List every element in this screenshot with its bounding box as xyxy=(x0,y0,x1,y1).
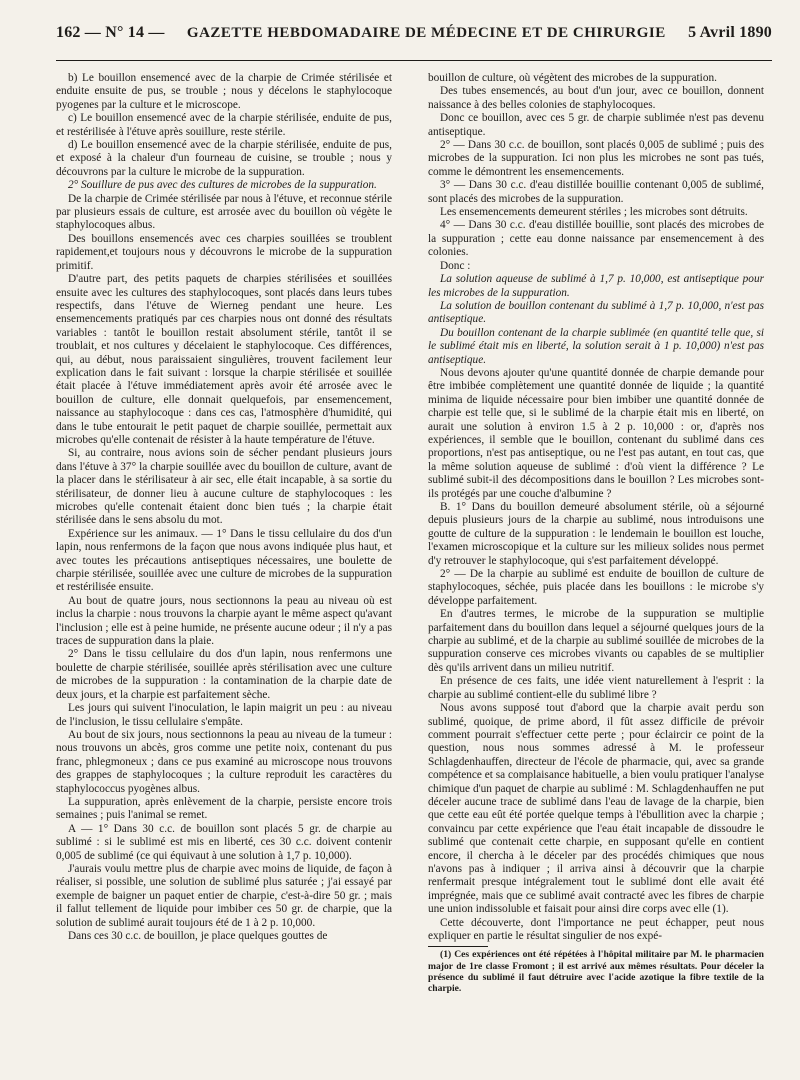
paragraph: Au bout de quatre jours, nous sectionnons la peau au niveau où est inclus la charpie : nous trouvons la charpie ayant le même aspect qu'avant l'inclusion ; elle est à peine humide, ne présente aucune odeur ; il n'y a pas traces de suppuration dans la plaie. xyxy=(56,594,392,648)
issue-date: 5 Avril 1890 xyxy=(688,24,772,41)
paragraph: d) Le bouillon ensemencé avec de la charpie stérilisée, enduite de pus, et exposé à la chaleur d'un fourneau de cuisine, se trouble ; nous y découvrons par la culture le microbe de la suppuration. xyxy=(56,139,392,178)
left-column xyxy=(56,72,392,943)
paragraph: D'autre part, des petits paquets de charpies stérilisées et souillées ensuite avec les cultures des staphylocoques, sont placés dans leurs tubes respectifs, dans l'étuve de Wierneg pendant une heure. Les ensemencements pratiqués par ces charpies nous ont donné des résultats variables : tantôt le bouillon restait absolument stérile, tantôt il se troublait, et nos cultures y décelaient le staphylocoque. Ces différences, qui, au début, nous paraissaient singulières, trouvent facilement leur explication dans le fait suivant : lorsque la charpie stérilisée et souillée était placée à l'étuve immédiatement après avoir été arrosée avec le bouillon de culture, elle donnait quelquefois, par ensemencement, naissance au staphylocoque : dans ces cas, l'atmosphère d'humidité, qui dans le tube entourait le petit paquet de charpie souillée, permettait aux microbes qu'elle contenait de résister à la haute température de l'étuve. xyxy=(56,273,392,446)
paragraph: c) Le bouillon ensemencé avec de la charpie stérilisée, enduite de pus, et restérilisée à l'étuve après souillure, reste stérile. xyxy=(56,112,392,138)
right-column xyxy=(428,72,764,994)
paragraph: Dans ces 30 c.c. de bouillon, je place quelques gouttes de xyxy=(68,930,328,942)
paragraph: 2° Dans le tissu cellulaire du dos d'un lapin, nous renfermons une boulette de charpie stérilisée, souillée après stérilisation avec une culture de microbes de la suppuration : la contamination de la charpie date de deux jours, et la charpie est parfaitement sèche. xyxy=(56,648,392,701)
paragraph: La suppuration, après enlèvement de la charpie, persiste encore trois semaines ; puis l'animal se remet. xyxy=(56,795,392,822)
paragraph: Au bout de six jours, nous sectionnons la peau au niveau de la tumeur : nous trouvons un abcès, gros comme une petite noix, contenant du pus franc, phlegmoneux ; dans ce pus examiné au microscope nous trouvons des grappes de staphylocoques ; la culture reproduit les caractères du staphylococcus pyogènes albus. xyxy=(56,728,392,795)
paragraph: 3° — Dans 30 c.c. d'eau distillée bouillie contenant 0,005 de sublimé, sont placés des microbes de la suppuration. xyxy=(428,179,764,205)
paragraph: 2° — Dans 30 c.c. de bouillon, sont placés 0,005 de sublimé ; puis des microbes de la suppuration. Ici non plus les microbes ne sont pas tués, comme le démontrent les ensemencements. xyxy=(428,139,764,178)
section-heading: 2° Souillure de pus avec des cultures de microbes de la suppuration. xyxy=(68,179,377,192)
conclusion-item: La solution de bouillon contenant du sublimé à 1,7 p. 10,000, n'est pas antiseptique. xyxy=(428,299,764,326)
paragraph: Cette découverte, dont l'importance ne peut échapper, peut nous expliquer en partie le résultat singulier de nos expé- xyxy=(428,916,764,942)
paragraph: En d'autres termes, le microbe de la suppuration se multiplie parfaitement dans du bouillon dans lequel a séjourné quelques jours de la charpie au sublimé, et de la charpie au sublimé souillée de microbes de la suppuration conserve ces microbes vivants ou capables de se multiplier dès qu'ils arrivent dans un milieu nutritif. xyxy=(428,608,764,674)
paragraph: Des tubes ensemencés, au bout d'un jour, avec ce bouillon, donnent naissance à des belles colonies de staphylocoques. xyxy=(428,85,764,111)
paragraph: 2° — De la charpie au sublimé est enduite de bouillon de culture de staphylocoques, séchée, puis placée dans les bouillons : le microbe s'y développe parfaitement. xyxy=(428,568,764,607)
paragraph: Expérience sur les animaux. — 1° Dans le tissu cellulaire du dos d'un lapin, nous renfermons de la façon que nous avons indiquée plus haut, et avec toutes les précautions antiseptiques nécessaires, une boulette de charpie stérilisée, souillée avec une culture de microbes de la suppuration et restérilisée ensuite. xyxy=(56,527,392,594)
footnote: (1) Ces expériences ont été répétées à l'hôpital militaire par M. le pharmacien major de 1re classe Fromont ; il est arrivé aux mêmes résultats. Pour déceler la présence du sublimé il faut détruire avec l'acide azotique la fibre textile de la charpie. xyxy=(428,949,764,995)
journal-title: GAZETTE HEBDOMADAIRE DE MÉDECINE ET DE CHIRURGIE xyxy=(186,25,666,41)
paragraph: Les ensemencements demeurent stériles ; les microbes sont détruits. xyxy=(440,206,748,219)
paragraph: A — 1° Dans 30 c.c. de bouillon sont placés 5 gr. de charpie au sublimé : si le sublimé est mis en liberté, ces 30 c.c. doivent contenir 0,005 de sublimé (ce qui équivaut à une solution à 1,7 p. 10,000). xyxy=(56,822,392,862)
conclusion-item: Du bouillon contenant de la charpie sublimée (en quantité telle que, si le sublimé était mis en liberté, la solution serait à 1 p. 10,000) n'est pas antiseptique. xyxy=(428,326,764,366)
header-rule xyxy=(56,60,772,61)
paragraph: Donc ce bouillon, avec ces 5 gr. de charpie sublimée n'est pas devenu antiseptique. xyxy=(428,112,764,138)
paragraph: En présence de ces faits, une idée vient naturellement à l'esprit : la charpie au sublimé contient-elle du sublimé libre ? xyxy=(428,675,764,701)
paragraph: De la charpie de Crimée stérilisée par nous à l'étuve, et reconnue stérile par plusieurs essais de culture, est arrosée avec du bouillon où végète le staphylocoques albus. xyxy=(56,192,392,232)
paragraph: Des bouillons ensemencés avec ces charpies souillées se troublent rapidement,et toujours nous y découvrons le microbe de la suppuration primitif. xyxy=(56,232,392,272)
conclusion-item: La solution aqueuse de sublimé à 1,7 p. 10,000, est antiseptique pour les microbes de la suppuration. xyxy=(428,273,764,299)
footnote-rule xyxy=(428,946,488,947)
paragraph: b) Le bouillon ensemencé avec de la charpie de Crimée stérilisée et enduite ensuite de pus, se trouble ; nous y décelons le staphylocoque pyogenes par la culture et le microscope. xyxy=(56,72,392,111)
paragraph: Nous avons supposé tout d'abord que la charpie avait perdu son sublimé, quoique, de prime abord, il fût assez difficile de prévoir comment pourrait s'effectuer cette perte ; pour éclaircir ce point de la question, nous nous sommes adressé à M. le professeur Schlagdenhauffen, directeur de l'école de pharmacie, qui, avec sa grande compétence et sa complaisance habituelle, a bien voulu pratiquer l'analyse chimique d'un paquet de charpie au sublimé : M. Schlagdenhauffen ne put déceler aucune trace de sublimé dans l'eau de lavage de la charpie, bien que cette eau eût été portée quelque temps à l'ébullition avec la charpie ; convaincu par cette expérience que l'eau était incapable de dissoudre le sublimé que contenait cette charpie, en supposant qu'elle en contient encore, il chercha à le déceler par des procédés chimiques que nous n'avons pas à indiquer ; il arriva ainsi à découvrir que la charpie renfermait presque intégralement tout le sublimé dont elle avait été imprégnée, mais que ce sublimé avait contracté avec les fibres de charpie une union indissoluble et faisait pour ainsi dire corps avec elle (1). xyxy=(428,702,764,916)
paragraph: bouillon de culture, où végètent des microbes de la suppuration. xyxy=(428,72,717,84)
page-header xyxy=(56,24,772,58)
paragraph: Nous devons ajouter qu'une quantité donnée de charpie demande pour être imbibée complètement une quantité donnée de liquide ; la quantité minima de liquide nécessaire pour bien imbiber une quantité donnée de charpie est telle que, si le sublimé de la charpie était mis en liberté, on aurait une solution à environ 1.5 à 2 p. 10,000 : or, d'après nos expériences, il semble que le bouillon, contenant du sublimé dans ces proportions, n'est pas antiseptique, ou ne l'est pas autant, en tout cas, que la même solution aqueuse de sublimé : d'où vient la différence ? Le sublimé subit-il des décompositions dans le bouillon ? Les microbes sont-ils protégés par une couche d'albumine ? xyxy=(428,366,764,500)
paragraph: Donc : xyxy=(440,259,471,272)
paragraph: 4° — Dans 30 c.c. d'eau distillée bouillie, sont placés des microbes de la suppuration ; cette eau donne naissance par ensemencement à des colonies. xyxy=(428,219,764,259)
page-number: 162 — N° 14 — xyxy=(56,24,165,41)
paragraph: J'aurais voulu mettre plus de charpie avec moins de liquide, de façon à réaliser, si possible, une solution de sublimé plus saturée ; j'ai essayé par exemple de baigner un paquet entier de charpie, c'est-à-dire 50 gr. ; mais il fallut tellement de liquide pour imbiber ces 50 gr. de charpie, que la solution de sublimé aurait toujours été de 1 à 2 p. 10,000. xyxy=(56,862,392,929)
paragraph: B. 1° Dans du bouillon demeuré absolument stérile, où a séjourné depuis plusieurs jours de la charpie au sublimé, nous introduisons une goutte de culture de la suppuration : le lendemain le bouillon est louche, l'examen microscopique et la culture sur les milieux solides nous permet d'y retrouver le staphylocoque, qui s'est parfaitement développé. xyxy=(428,501,764,567)
paragraph: Les jours qui suivent l'inoculation, le lapin maigrit un peu : au niveau de l'inclusion, le tissu cellulaire s'empâte. xyxy=(56,702,392,728)
paragraph: Si, au contraire, nous avions soin de sécher pendant plusieurs jours dans l'étuve à 37° la charpie souillée avec du bouillon de culture, avant de la placer dans le stérilisateur à air sec, elle était incapable, à sa sortie du stérilisateur, de donner lieu à aucune culture de staphylocoques : les microbes qu'elle contenait étaient donc bien tués ; la charpie était stérilisée dans le sens absolu du mot. xyxy=(56,447,392,527)
